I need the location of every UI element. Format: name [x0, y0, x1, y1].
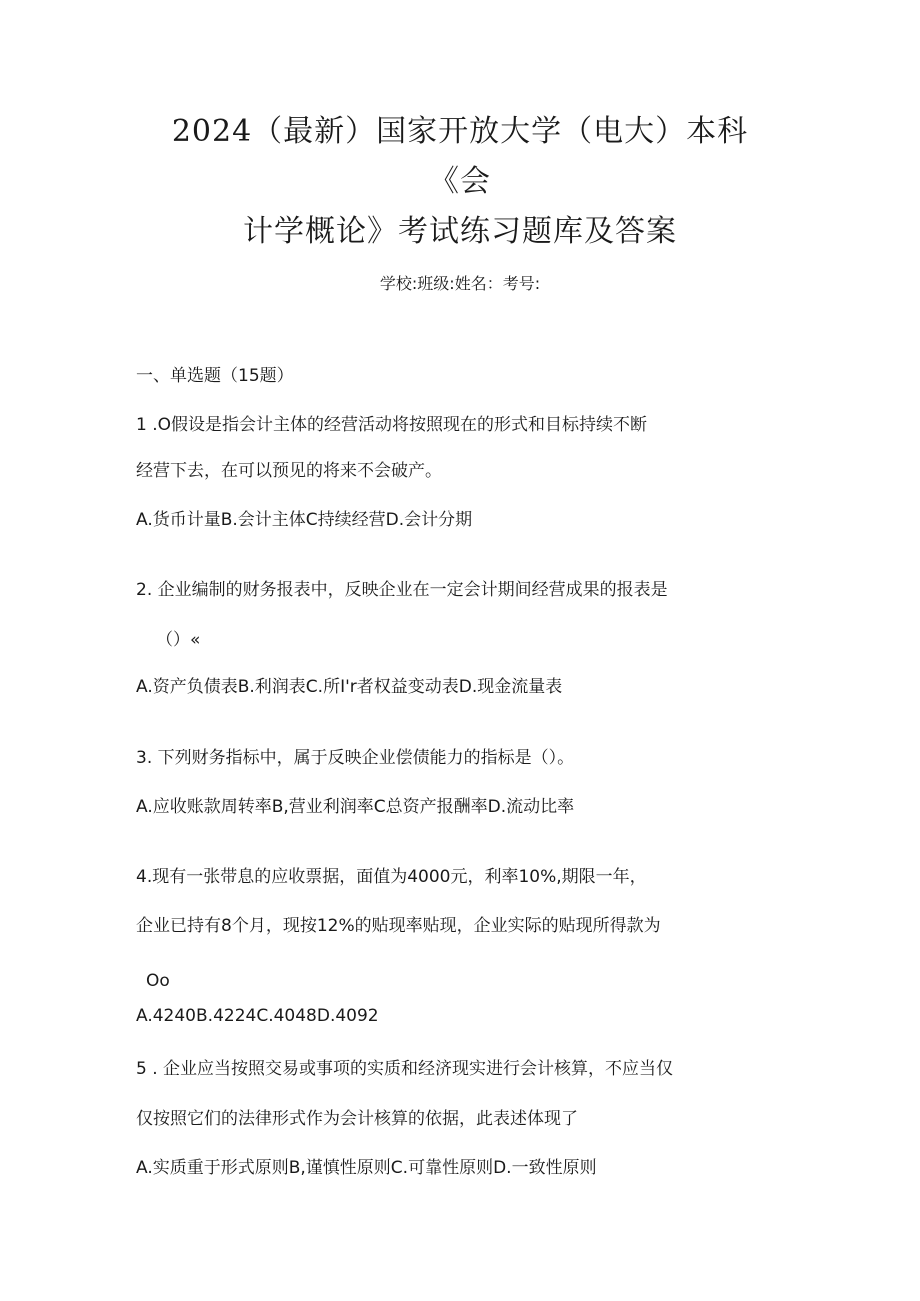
- question-5-options: A.实质重于形式原则B,谨慎性原则C.可靠性原则D.一致性原则: [136, 1158, 597, 1178]
- question-5-line-2: 仅按照它们的法律形式作为会计核算的依据，此表述体现了: [136, 1109, 578, 1129]
- student-info-line: 学校:班级:姓名：考号:: [379, 274, 541, 293]
- question-5-line-1: 5 . 企业应当按照交易或事项的实质和经济现实进行会计核算，不应当仅: [136, 1059, 674, 1079]
- question-1-line-2: 经营下去，在可以预见的将来不会破产。: [136, 461, 442, 481]
- document-title-line-3: 计学概论》考试练习题库及答案: [243, 214, 677, 249]
- question-2-line-2: （）«: [156, 630, 201, 650]
- question-2-options: A.资产负债表B.利润表C.所I'r者权益变动表D.现金流量表: [136, 677, 563, 697]
- document-title-line-2: 《会: [429, 164, 491, 199]
- document-title-line-1: 2024（最新）国家开放大学（电大）本科: [171, 114, 749, 149]
- question-3-line-1: 3. 下列财务指标中，属于反映企业偿债能力的指标是（）。: [136, 748, 575, 768]
- question-3-options: A.应收账款周转率B,营业利润率C总资产报酬率D.流动比率: [136, 797, 575, 817]
- question-4-line-3: Oo: [146, 971, 170, 991]
- question-4-options: A.4240B.4224C.4048D.4092: [136, 1006, 379, 1026]
- question-4-line-2: 企业已持有8个月，现按12%的贴现率贴现，企业实际的贴现所得款为: [136, 916, 661, 936]
- question-1-line-1: 1 .O假设是指会计主体的经营活动将按照现在的形式和目标持续不断: [136, 415, 648, 435]
- question-2-line-1: 2. 企业编制的财务报表中，反映企业在一定会计期间经营成果的报表是: [136, 580, 668, 600]
- section-heading: 一、单选题（15题）: [136, 366, 294, 386]
- question-1-options: A.货币计量B.会计主体C持续经营D.会计分期: [136, 510, 473, 530]
- question-4-line-1: 4.现有一张带息的应收票据，面值为4000元，利率10%,期限一年，: [136, 867, 647, 887]
